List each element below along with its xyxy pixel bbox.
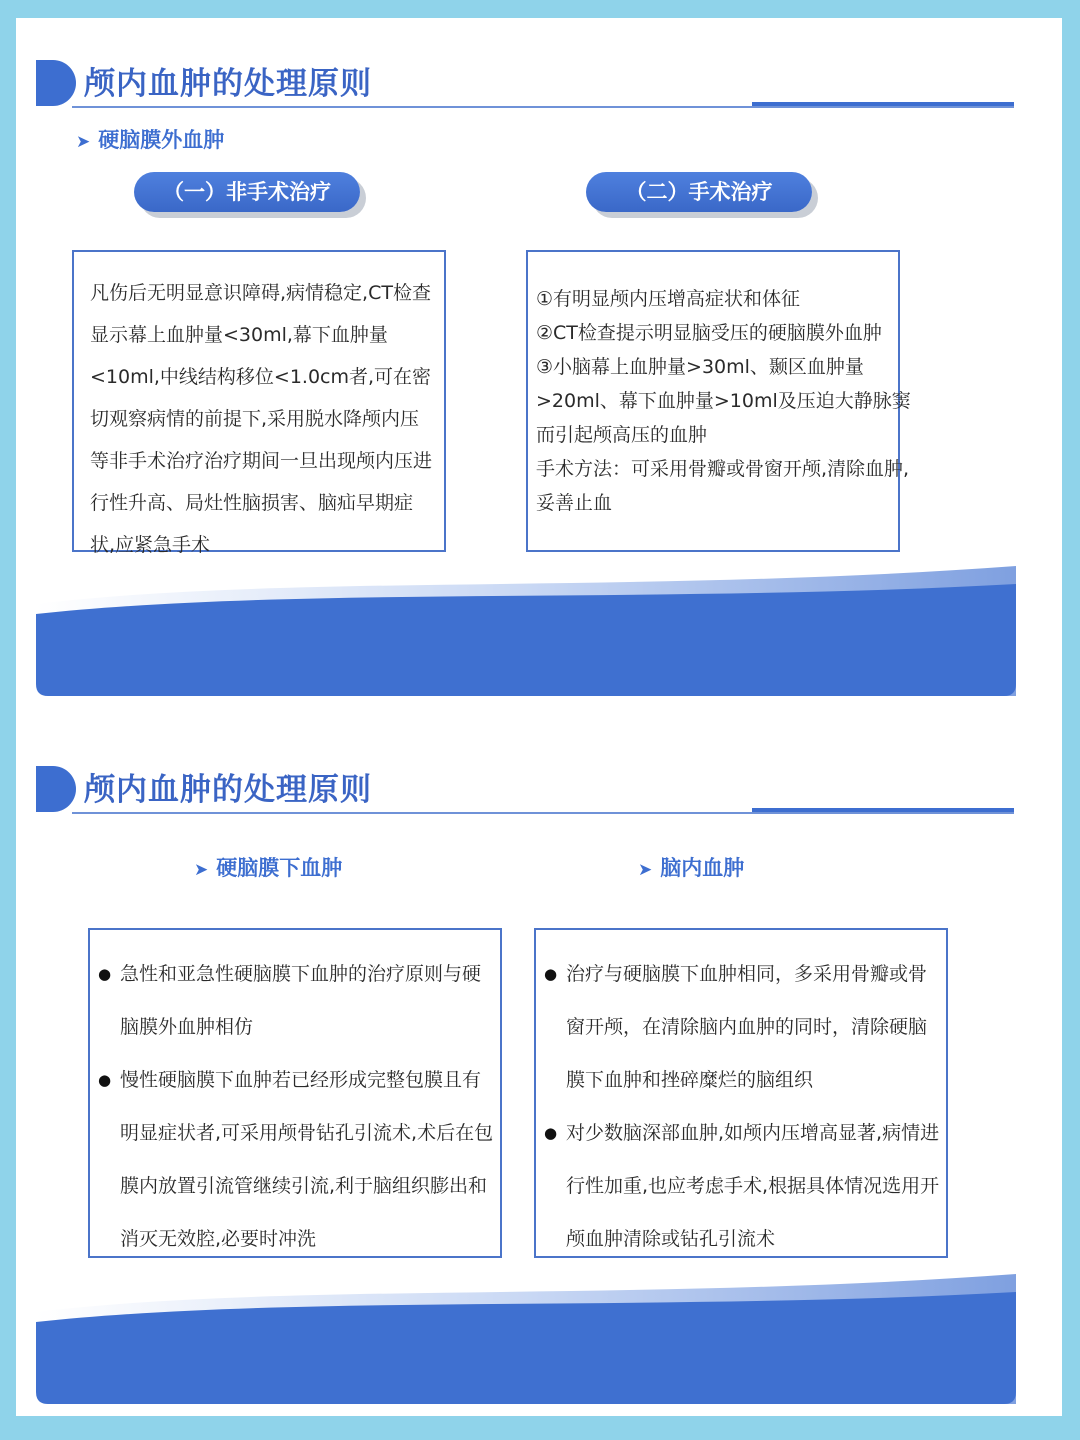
nonsurgical-box [72, 250, 446, 556]
surgical-line: 妥善止血 [536, 492, 613, 514]
subheading-epidural [76, 124, 224, 154]
title-accent-bar [36, 60, 76, 106]
slide-title: 颅内血肿的处理原则 [84, 772, 372, 808]
nonsurgical-text: 凡伤后无明显意识障碍,病情稳定,CT检查显示幕上血肿量<30ml,幕下血肿量<10ml,中线结构移位<1.0cm者,可在密切观察病情的前提下,采用脱水降颅内压等非手术治疗治疗期间一旦出现颅内压进行性升高、局灶性脑损害、脑疝早期症状,应紧急手术 [90, 282, 433, 556]
arrow-right-icon: ➤ [638, 860, 653, 880]
list-item: ● 急性和亚急性硬脑膜下血肿的治疗原则与硬脑膜外血肿相仿 [98, 948, 494, 1054]
subheading-label: 硬脑膜下血肿 [216, 856, 343, 880]
surgical-line: ②CT检查提示明显脑受压的硬脑膜外血肿 [536, 322, 882, 344]
surgical-line: 手术方法：可采用骨瓣或骨窗开颅,清除血肿, [536, 458, 910, 480]
subdural-box [88, 928, 502, 1258]
title-underline [72, 812, 1014, 814]
title-underline [72, 106, 1014, 108]
slide-subdural-intracerebral [16, 724, 1062, 1416]
intracerebral-box [534, 928, 948, 1258]
surgical-line: 而引起颅高压的血肿 [536, 424, 708, 446]
subheading-label: 硬脑膜外血肿 [98, 128, 225, 152]
list-item: ● 慢性硬脑膜下血肿若已经形成完整包膜且有明显症状者,可采用颅骨钻孔引流术,术后在包膜内放置引流管继续引流,利于脑组织膨出和消灭无效腔,必要时冲洗 [98, 1054, 494, 1266]
title-underline-accent [752, 102, 1014, 106]
pill-nonsurgical: （一）非手术治疗 [134, 172, 360, 212]
list-item: ● 对少数脑深部血肿,如颅内压增高显著,病情进行性加重,也应考虑手术,根据具体情况选用开颅血肿清除或钻孔引流术 [544, 1107, 940, 1266]
pill-surgical: （二）手术治疗 [586, 172, 812, 212]
decorative-wave [36, 564, 1016, 696]
page [16, 18, 1062, 1416]
title-accent-bar [36, 766, 76, 812]
title-underline-accent [752, 808, 1014, 812]
arrow-right-icon: ➤ [194, 860, 209, 880]
subheading-label: 脑内血肿 [660, 856, 745, 880]
surgical-text [536, 282, 911, 520]
surgical-box [526, 250, 911, 552]
subheading-intracerebral [638, 852, 744, 882]
list-item: ● 治疗与硬脑膜下血肿相同，多采用骨瓣或骨窗开颅，在清除脑内血肿的同时，清除硬脑膜下血肿和挫碎糜烂的脑组织 [544, 948, 940, 1107]
decorative-wave [36, 1272, 1016, 1404]
slide-epidural [16, 18, 1062, 708]
subheading-subdural [194, 852, 342, 882]
arrow-right-icon: ➤ [76, 132, 91, 152]
surgical-line: ①有明显颅内压增高症状和体征 [536, 288, 801, 310]
slide-title: 颅内血肿的处理原则 [84, 66, 372, 102]
surgical-line: ③小脑幕上血肿量>30ml、颞区血肿量 [536, 356, 864, 378]
surgical-line: >20ml、幕下血肿量>10ml及压迫大静脉窦 [536, 390, 911, 412]
